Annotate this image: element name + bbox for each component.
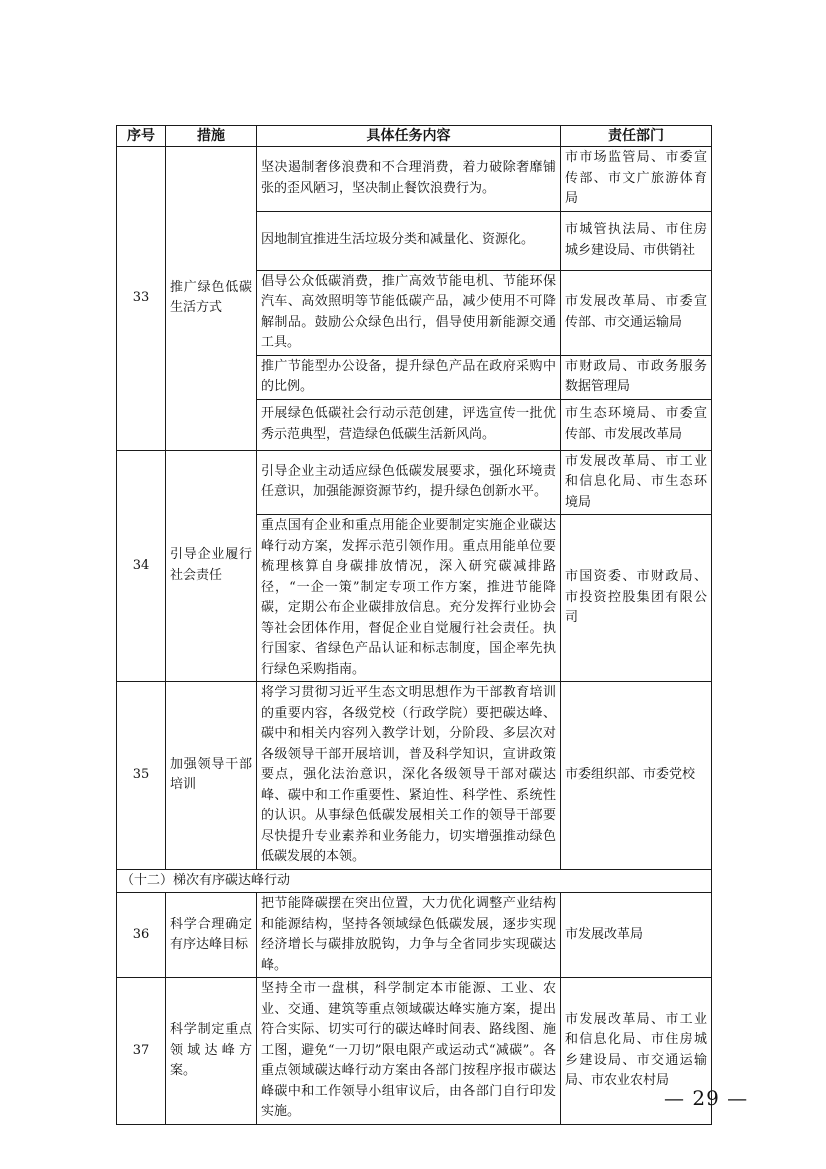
content-cell: 引导企业主动适应绿色低碳发展要求，强化环境责任意识，加强能源资源节约，提升绿色创新水平。 (257, 450, 561, 515)
dept-cell: 市财政局、市政务服务数据管理局 (561, 355, 712, 399)
row-number: 37 (117, 978, 166, 1125)
measure-cell: 加强领导干部培训 (166, 682, 257, 870)
dept-cell: 市发展改革局、市工业和信息化局、市生态环境局 (561, 450, 712, 515)
table-row (117, 682, 712, 870)
content-cell: 把节能降碳摆在突出位置，大力优化调整产业结构和能源结构，坚持各领域绿色低碳发展，逐步实现经济增长与碳排放脱钩，力争与全省同步实现碳达峰。 (257, 893, 561, 978)
row-number: 34 (117, 450, 166, 682)
dept-cell: 市发展改革局、市委宣传部、市交通运输局 (561, 270, 712, 355)
section-heading: （十二）梯次有序碳达峰行动 (117, 869, 712, 893)
dept-cell: 市发展改革局 (561, 893, 712, 978)
dept-cell: 市委组织部、市委党校 (561, 682, 712, 870)
header-measure: 措施 (166, 126, 257, 147)
content-cell: 因地制宜推进生活垃圾分类和减量化、资源化。 (257, 211, 561, 270)
header-no: 序号 (117, 126, 166, 147)
header-content: 具体任务内容 (257, 126, 561, 147)
content-cell: 将学习贯彻习近平生态文明思想作为干部教育培训的重要内容，各级党校（行政学院）要把碳达峰、碳中和相关内容列入教学计划，分阶段、多层次对各级领导干部开展培训，普及科学知识，宣讲政策要点，强化法治意识，深化各级领导干部对碳达峰、碳中和工作重要性、紧迫性、科学性、系统性的认识。从事绿色低碳发展相关工作的领导干部要尽快提升专业素养和业务能力，切实增强推动绿色低碳发展的本领。 (257, 682, 561, 870)
section-row (117, 869, 712, 893)
content-cell: 开展绿色低碳社会行动示范创建，评选宣传一批优秀示范典型，营造绿色低碳生活新风尚。 (257, 399, 561, 450)
measure-cell: 科学合理确定有序达峰目标 (166, 893, 257, 978)
measure-cell: 科学制定重点领域达峰方案。 (166, 978, 257, 1125)
measure-cell: 推广绿色低碳生活方式 (166, 147, 257, 451)
dept-cell: 市城管执法局、市住房城乡建设局、市供销社 (561, 211, 712, 270)
content-cell: 推广节能型办公设备，提升绿色产品在政府采购中的比例。 (257, 355, 561, 399)
table-row (117, 147, 712, 212)
task-table (116, 125, 712, 1125)
table-row (117, 893, 712, 978)
table-row (117, 978, 712, 1125)
content-cell: 坚持全市一盘棋，科学制定本市能源、工业、农业、交通、建筑等重点领域碳达峰实施方案，提出符合实际、切实可行的碳达峰时间表、路线图、施工图，避免“一刀切”限电限产或运动式“减碳”。各重点领域碳达峰行动方案由各部门按程序报市碳达峰碳中和工作领导小组审议后，由各部门自行印发实施。 (257, 978, 561, 1125)
row-number: 35 (117, 682, 166, 870)
content-cell: 倡导公众低碳消费，推广高效节能电机、节能环保汽车、高效照明等节能低碳产品，减少使用不可降解制品。鼓励公众绿色出行，倡导使用新能源交通工具。 (257, 270, 561, 355)
content-cell: 坚决遏制奢侈浪费和不合理消费，着力破除奢靡铺张的歪风陋习，坚决制止餐饮浪费行为。 (257, 147, 561, 212)
table-row (117, 450, 712, 515)
dept-cell: 市生态环境局、市委宣传部、市发展改革局 (561, 399, 712, 450)
page-number: — 29 — (664, 1086, 749, 1110)
dept-cell: 市发展改革局、市工业和信息化局、市住房城乡建设局、市交通运输局、市农业农村局 (561, 978, 712, 1125)
row-number: 36 (117, 893, 166, 978)
table-header-row (117, 126, 712, 147)
header-dept: 责任部门 (561, 126, 712, 147)
measure-cell: 引导企业履行社会责任 (166, 450, 257, 682)
dept-cell: 市国资委、市财政局、市投资控股集团有限公司 (561, 515, 712, 682)
dept-cell: 市市场监管局、市委宣传部、市文广旅游体育局 (561, 147, 712, 212)
content-cell: 重点国有企业和重点用能企业要制定实施企业碳达峰行动方案，发挥示范引领作用。重点用能单位要梳理核算自身碳排放情况，深入研究碳减排路径，“一企一策”制定专项工作方案，推进节能降碳，定期公布企业碳排放信息。充分发挥行业协会等社会团体作用，督促企业自觉履行社会责任。执行国家、省绿色产品认证和标志制度，国企率先执行绿色采购指南。 (257, 515, 561, 682)
row-number: 33 (117, 147, 166, 451)
